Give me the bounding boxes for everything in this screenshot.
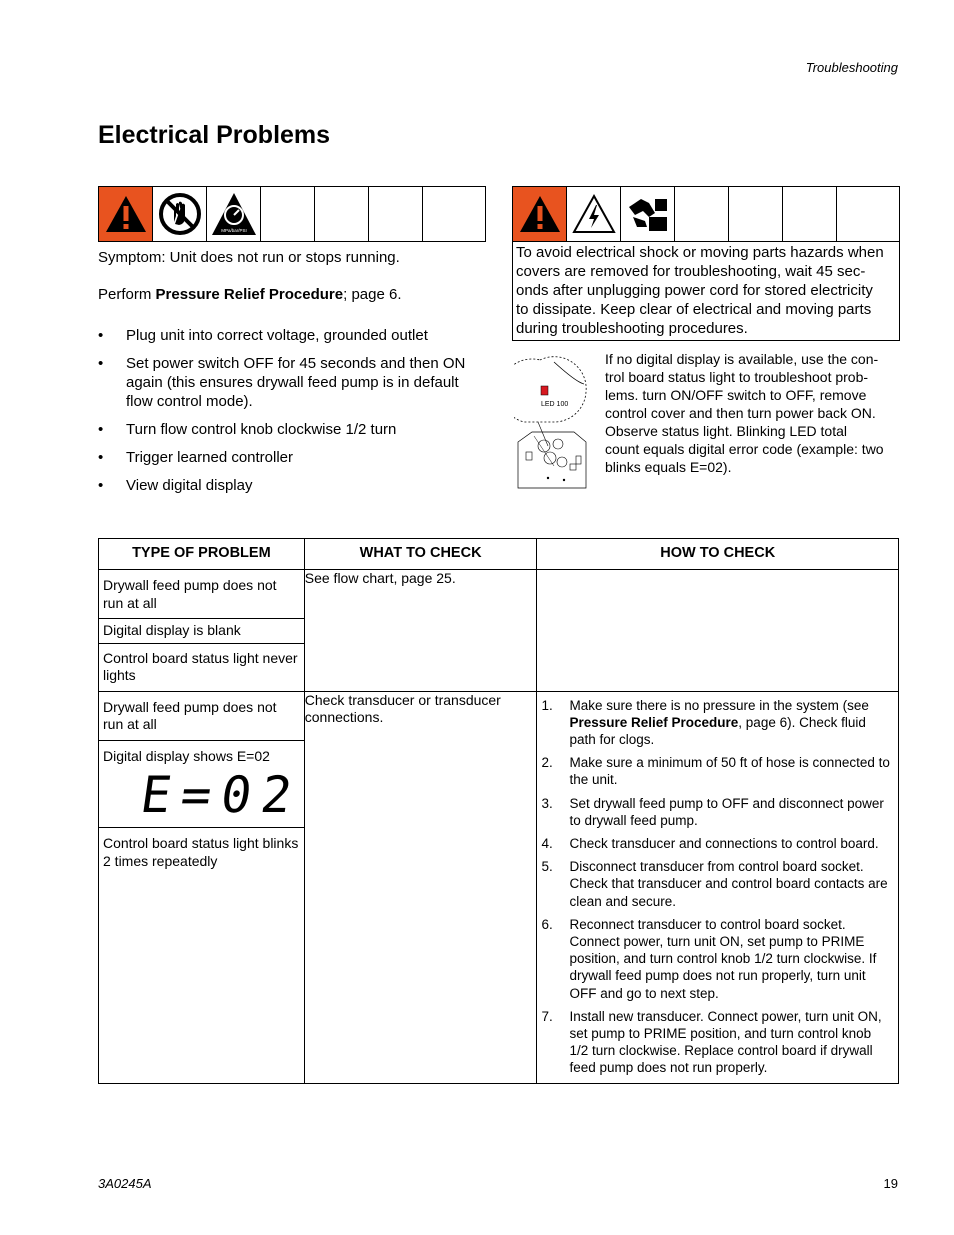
board-note: [605, 350, 901, 476]
step-number: 4.: [541, 835, 553, 851]
step-number: 7.: [541, 1008, 553, 1024]
step-item: [541, 1008, 892, 1077]
step-item: [541, 858, 892, 910]
how-to-check-steps: [537, 692, 898, 1083]
warning-triangle-icon: [99, 187, 153, 241]
step-text: Reconnect transducer to control board socket. Connect power, turn unit ON, set pump to PRIME position, and turn control knob 1/2 turn clockwise. If drywall feed pump does not run properly, turn unit OFF and go to next step.: [569, 916, 877, 1001]
warning-line: to dissipate. Keep clear of electrical and moving parts: [516, 301, 872, 318]
step-text: Disconnect transducer from control board socket. Check that transducer and control board contacts are clean and secure.: [569, 859, 888, 909]
column-header: HOW TO CHECK: [537, 539, 899, 570]
table-header-row: [99, 539, 899, 570]
empty-icon-cell: [837, 187, 891, 241]
step-number: 2.: [541, 755, 553, 771]
board-note-line: trol board status light to troubleshoot prob-: [605, 369, 869, 385]
document-number: 3A0245A: [98, 1176, 152, 1191]
perform-text: [98, 285, 402, 304]
step-text: Make sure a minimum of 50 ft of hose is connected to the unit.: [569, 755, 890, 788]
checklist-item: • Set power switch OFF for 45 seconds and then ON again (this ensures drywall feed pump is in default flow control mode).: [98, 354, 488, 411]
empty-icon-cell: [261, 187, 315, 241]
board-note-line: blinks equals E=02).: [605, 459, 732, 475]
step-item: [541, 835, 892, 852]
checklist-item: • View digital display: [98, 476, 488, 495]
hazard-icon-strip-left: [98, 186, 486, 242]
page-number: 19: [883, 1176, 898, 1191]
step-item: [541, 754, 892, 788]
troubleshooting-table: [98, 538, 899, 1084]
step-item: [541, 795, 892, 829]
procedure-link: Pressure Relief Procedure: [155, 286, 344, 303]
hazard-icon-strip-right: [512, 186, 900, 242]
problem-cell: [99, 570, 305, 692]
what-to-check-cell: Check transducer or transducer connections.: [304, 691, 537, 1083]
problem-cell: [99, 691, 305, 1083]
no-hand-icon: [153, 187, 207, 241]
checklist-item: • Trigger learned controller: [98, 448, 488, 467]
board-note-line: control cover and then turn power back ON.: [605, 405, 876, 421]
gauge-label: MPa/bar/PSI: [220, 228, 247, 233]
what-to-check-cell: See flow chart, page 25.: [304, 570, 537, 692]
checklist-item: • Plug unit into correct voltage, grounded outlet: [98, 326, 488, 345]
checklist-item: • Turn flow control knob clockwise 1/2 turn: [98, 420, 488, 439]
empty-icon-cell: [675, 187, 729, 241]
problem-item: Digital display is blank: [99, 618, 304, 643]
board-note-line: count equals digital error code (example: two: [605, 441, 884, 457]
perform-prefix: Perform: [98, 286, 156, 303]
procedure-link: Pressure Relief Procedure: [569, 714, 739, 730]
step-text: , page 6). Check fluid path for clogs.: [569, 714, 866, 747]
warning-text-box: [512, 241, 900, 341]
step-number: 6.: [541, 916, 553, 932]
column-header: TYPE OF PROBLEM: [99, 539, 305, 570]
problem-item: Drywall feed pump does not run at all: [103, 698, 277, 732]
warning-triangle-icon: [513, 187, 567, 241]
empty-icon-cell: [729, 187, 783, 241]
empty-icon-cell: [423, 187, 477, 241]
board-note-line: lems. turn ON/OFF switch to OFF, remove: [605, 387, 867, 403]
problem-item: Control board status light blinks 2 times repeatedly: [99, 827, 304, 876]
step-text: Install new transducer. Connect power, turn unit ON, set pump to PRIME position, and turn control knob 1/2 turn clockwise. Replace control board if drywall feed pump does not run properly.: [569, 1008, 882, 1076]
pressure-gauge-icon: [207, 187, 261, 241]
step-item: [541, 697, 892, 749]
digital-display-readout: [103, 765, 306, 827]
status-led-icon: [541, 386, 548, 395]
step-item: [541, 916, 892, 1002]
board-note-line: If no digital display is available, use the con-: [605, 351, 879, 367]
problem-item: [99, 740, 304, 828]
warning-line: covers are removed for troubleshooting, wait 45 sec-: [516, 263, 866, 280]
problem-item: Drywall feed pump does not run at all: [103, 577, 277, 611]
empty-icon-cell: [783, 187, 837, 241]
electric-shock-icon: [567, 187, 621, 241]
step-number: 1.: [541, 697, 553, 713]
how-to-check-cell: [537, 570, 899, 692]
warning-line: onds after unplugging power cord for stored electricity: [516, 282, 873, 299]
page-title: Electrical Problems: [98, 121, 331, 149]
moving-parts-icon: [621, 187, 675, 241]
table-row: [99, 570, 899, 692]
problem-item: Control board status light never lights: [99, 643, 304, 691]
empty-icon-cell: [369, 187, 423, 241]
step-number: 5.: [541, 859, 553, 875]
empty-icon-cell: [315, 187, 369, 241]
problem-item-text: Digital display shows E=02: [103, 747, 270, 764]
board-note-line: Observe status light. Blinking LED total: [605, 423, 848, 439]
table-row: [99, 691, 899, 1083]
step-text: Set drywall feed pump to OFF and disconnect power to drywall feed pump.: [569, 795, 884, 828]
perform-suffix: ; page 6.: [343, 286, 402, 303]
display-code-text: E=02: [136, 766, 306, 824]
warning-line: during troubleshooting procedures.: [516, 320, 748, 337]
step-text: Check transducer and connections to control board.: [569, 835, 879, 851]
step-text: Make sure there is no pressure in the system (see: [569, 697, 869, 713]
column-header: WHAT TO CHECK: [304, 539, 537, 570]
how-to-check-cell: [537, 691, 899, 1083]
led-label: LED 100: [541, 401, 569, 408]
section-label: Troubleshooting: [805, 60, 898, 75]
symptom-checklist: [98, 326, 488, 504]
control-board-figure: [514, 356, 590, 492]
step-number: 3.: [541, 795, 553, 811]
warning-line: To avoid electrical shock or moving parts hazards when: [516, 244, 884, 261]
symptom-text: Symptom: Unit does not run or stops running.: [98, 249, 400, 266]
